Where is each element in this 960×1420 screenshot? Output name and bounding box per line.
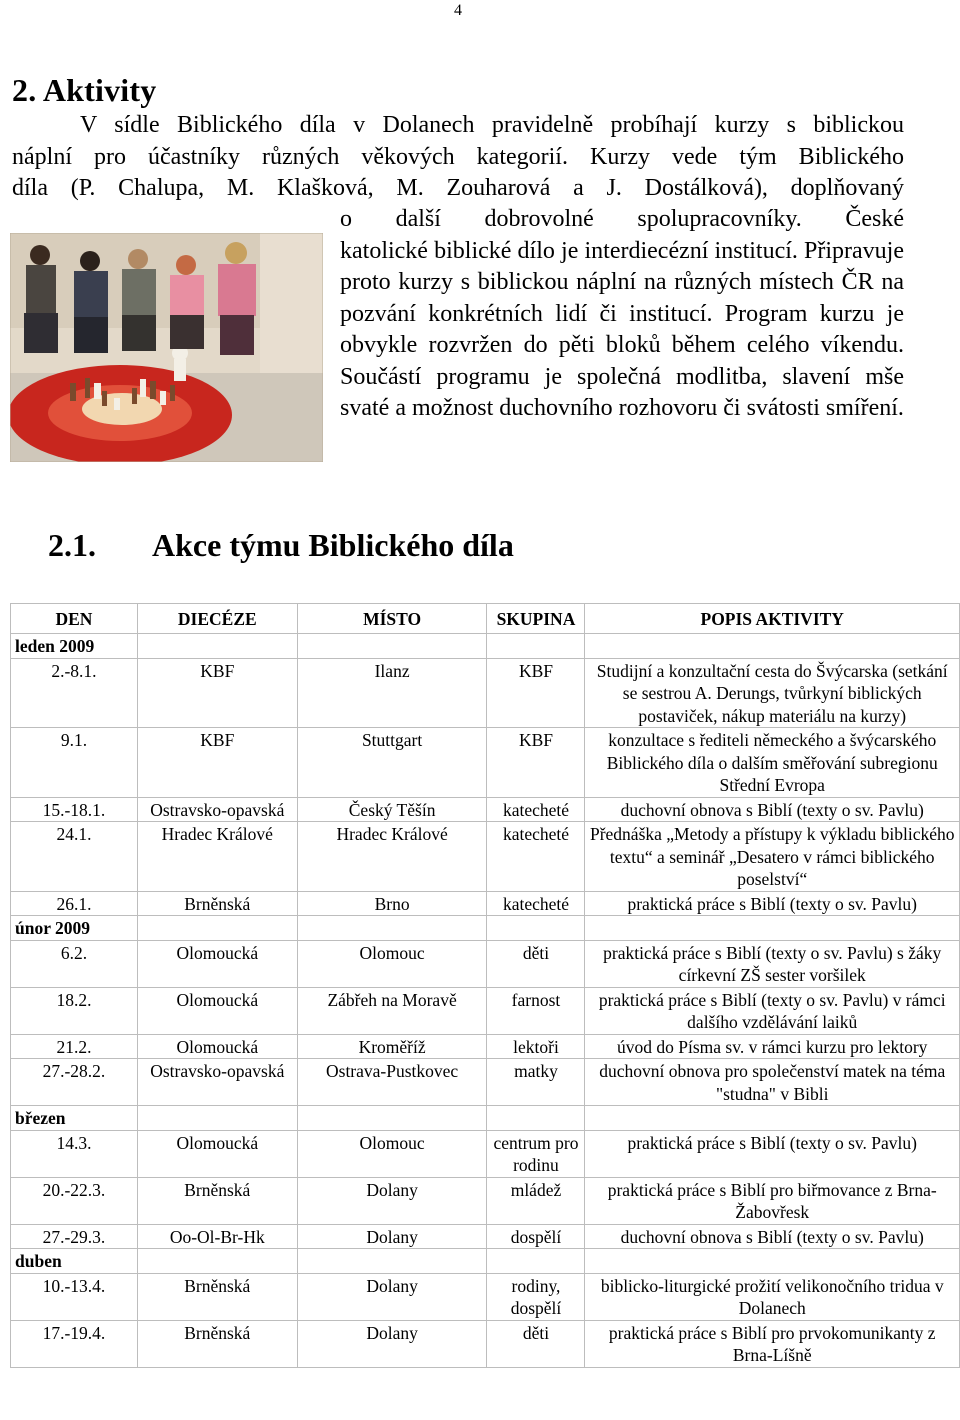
cell-misto: Hradec Králové <box>297 822 487 892</box>
cell-misto: Olomouc <box>297 940 487 987</box>
cell-den: 14.3. <box>11 1130 138 1177</box>
empty-cell <box>487 1106 585 1131</box>
month-row <box>11 1249 960 1274</box>
cell-popis: Přednáška „Metody a přístupy k výkladu biblického textu“ a seminář „Desatero v rámci biblického poselství“ <box>585 822 960 892</box>
cell-den: 17.-19.4. <box>11 1320 138 1367</box>
group-photo <box>10 233 323 462</box>
cell-dieceze: Oo-Ol-Br-Hk <box>137 1224 297 1249</box>
cell-popis: praktická práce s Biblí (texty o sv. Pavlu) <box>585 1130 960 1177</box>
cell-popis: biblicko-liturgické prožití velikonočního tridua v Dolanech <box>585 1273 960 1320</box>
cell-popis: praktická práce s Biblí (texty o sv. Pavlu) s žáky církevní ZŠ sester voršilek <box>585 940 960 987</box>
cell-misto: Dolany <box>297 1224 487 1249</box>
cell-misto: Dolany <box>297 1273 487 1320</box>
cell-skupina: rodiny, dospělí <box>487 1273 585 1320</box>
empty-cell <box>487 1249 585 1274</box>
cell-popis: duchovní obnova s Biblí (texty o sv. Pavlu) <box>585 797 960 822</box>
group-photo-illustration <box>10 233 323 462</box>
empty-cell <box>137 916 297 941</box>
table-row <box>11 1273 960 1320</box>
table-row <box>11 1059 960 1106</box>
empty-cell <box>585 916 960 941</box>
cell-dieceze: Brněnská <box>137 891 297 916</box>
cell-skupina: katecheté <box>487 822 585 892</box>
intro-line-2: náplní pro účastníky různých věkových kategorií. Kurzy vede tým Biblického <box>12 143 904 170</box>
cell-dieceze: Brněnská <box>137 1177 297 1224</box>
table-row <box>11 1320 960 1367</box>
cell-skupina: katecheté <box>487 797 585 822</box>
header-popis: POPIS AKTIVITY <box>585 604 960 634</box>
cell-popis: duchovní obnova s Biblí (texty o sv. Pavlu) <box>585 1224 960 1249</box>
empty-cell <box>585 634 960 659</box>
table-header-row <box>11 604 960 634</box>
page-number: 4 <box>454 2 462 19</box>
subsection-heading: 2.1. Akce týmu Biblického díla <box>48 527 514 563</box>
cell-skupina: lektoři <box>487 1034 585 1059</box>
cell-dieceze: Olomoucká <box>137 1034 297 1059</box>
cell-dieceze: KBF <box>137 728 297 798</box>
table-row <box>11 1034 960 1059</box>
cell-misto: Zábřeh na Moravě <box>297 987 487 1034</box>
cell-dieceze: Ostravsko-opavská <box>137 1059 297 1106</box>
cell-popis: Studijní a konzultační cesta do Švýcarska (setkání se sestrou A. Derungs, tvůrkyní biblických postaviček, nákup materiálu na kurzy) <box>585 658 960 728</box>
cell-den: 2.-8.1. <box>11 658 138 728</box>
cell-popis: praktická práce s Biblí (texty o sv. Pavlu) v rámci dalšího vzdělávání laiků <box>585 987 960 1034</box>
cell-misto: Český Těšín <box>297 797 487 822</box>
empty-cell <box>487 916 585 941</box>
cell-dieceze: Ostravsko-opavská <box>137 797 297 822</box>
cell-den: 24.1. <box>11 822 138 892</box>
table-row <box>11 658 960 728</box>
empty-cell <box>487 634 585 659</box>
intro-paragraph <box>12 110 904 205</box>
cell-popis: konzultace s řediteli německého a švýcarského Biblického díla o dalším směřování subregionu Střední Evropa <box>585 728 960 798</box>
cell-den: 27.-28.2. <box>11 1059 138 1106</box>
header-dieceze: DIECÉZE <box>137 604 297 634</box>
cell-den: 21.2. <box>11 1034 138 1059</box>
side-paragraph <box>340 204 904 425</box>
cell-den: 15.-18.1. <box>11 797 138 822</box>
table-row <box>11 1177 960 1224</box>
cell-popis: úvod do Písma sv. v rámci kurzu pro lektory <box>585 1034 960 1059</box>
empty-cell <box>297 1106 487 1131</box>
cell-skupina: dospělí <box>487 1224 585 1249</box>
table-row <box>11 822 960 892</box>
cell-misto: Ostrava-Pustkovec <box>297 1059 487 1106</box>
cell-skupina: KBF <box>487 728 585 798</box>
activities-table <box>10 603 960 1368</box>
cell-skupina: katecheté <box>487 891 585 916</box>
section-heading: 2. Aktivity <box>12 72 157 108</box>
empty-cell <box>585 1106 960 1131</box>
empty-cell <box>137 1106 297 1131</box>
cell-misto: Dolany <box>297 1320 487 1367</box>
cell-dieceze: Brněnská <box>137 1320 297 1367</box>
cell-skupina: KBF <box>487 658 585 728</box>
cell-dieceze: KBF <box>137 658 297 728</box>
month-row <box>11 1106 960 1131</box>
cell-popis: praktická práce s Biblí (texty o sv. Pavlu) <box>585 891 960 916</box>
cell-den: 27.-29.3. <box>11 1224 138 1249</box>
cell-skupina: mládež <box>487 1177 585 1224</box>
cell-skupina: centrum pro rodinu <box>487 1130 585 1177</box>
cell-popis: duchovní obnova pro společenství matek na téma "studna" v Bibli <box>585 1059 960 1106</box>
cell-misto: Ilanz <box>297 658 487 728</box>
cell-skupina: děti <box>487 1320 585 1367</box>
table-row <box>11 940 960 987</box>
cell-skupina: farnost <box>487 987 585 1034</box>
cell-den: 26.1. <box>11 891 138 916</box>
table-row <box>11 797 960 822</box>
cell-dieceze: Hradec Králové <box>137 822 297 892</box>
empty-cell <box>585 1249 960 1274</box>
header-skupina: SKUPINA <box>487 604 585 634</box>
empty-cell <box>297 1249 487 1274</box>
month-label: leden 2009 <box>11 634 138 659</box>
cell-dieceze: Olomoucká <box>137 1130 297 1177</box>
cell-misto: Dolany <box>297 1177 487 1224</box>
side-line-first: o další dobrovolné spolupracovníky. České <box>340 206 904 232</box>
empty-cell <box>137 1249 297 1274</box>
cell-misto: Brno <box>297 891 487 916</box>
table-row <box>11 1224 960 1249</box>
table-row <box>11 1130 960 1177</box>
side-text-rest: katolické biblické dílo je interdiecézní institucí. Připravuje proto kurzy s biblickou náplní na různých místech ČR na pozvání konkrétních lidí či institucí. Program kurzu je obvykle rozvržen do pěti bloků během celého víkendu. Součástí programu je společná modlitba, slavení mše svaté a možnost duchovního rozhovoru či svátosti smíření. <box>340 237 904 421</box>
cell-misto: Olomouc <box>297 1130 487 1177</box>
header-misto: MÍSTO <box>297 604 487 634</box>
cell-skupina: matky <box>487 1059 585 1106</box>
table-row <box>11 728 960 798</box>
cell-den: 20.-22.3. <box>11 1177 138 1224</box>
cell-den: 18.2. <box>11 987 138 1034</box>
cell-dieceze: Olomoucká <box>137 987 297 1034</box>
cell-skupina: děti <box>487 940 585 987</box>
month-row <box>11 916 960 941</box>
cell-misto: Kroměříž <box>297 1034 487 1059</box>
cell-popis: praktická práce s Biblí pro prvokomunikanty z Brna-Líšně <box>585 1320 960 1367</box>
cell-misto: Stuttgart <box>297 728 487 798</box>
month-label: březen <box>11 1106 138 1131</box>
empty-cell <box>137 634 297 659</box>
intro-line-1: V sídle Biblického díla v Dolanech pravidelně probíhají kurzy s biblickou <box>80 112 904 138</box>
month-row <box>11 634 960 659</box>
empty-cell <box>297 916 487 941</box>
table-row <box>11 891 960 916</box>
empty-cell <box>297 634 487 659</box>
cell-den: 10.-13.4. <box>11 1273 138 1320</box>
header-den: DEN <box>11 604 138 634</box>
cell-dieceze: Olomoucká <box>137 940 297 987</box>
month-label: únor 2009 <box>11 916 138 941</box>
table-row <box>11 987 960 1034</box>
cell-den: 6.2. <box>11 940 138 987</box>
cell-popis: praktická práce s Biblí pro biřmovance z Brna-Žabovřesk <box>585 1177 960 1224</box>
cell-den: 9.1. <box>11 728 138 798</box>
intro-line-3: díla (P. Chalupa, M. Klašková, M. Zouharová a J. Dostálková), doplňovaný <box>12 175 904 201</box>
month-label: duben <box>11 1249 138 1274</box>
cell-dieceze: Brněnská <box>137 1273 297 1320</box>
